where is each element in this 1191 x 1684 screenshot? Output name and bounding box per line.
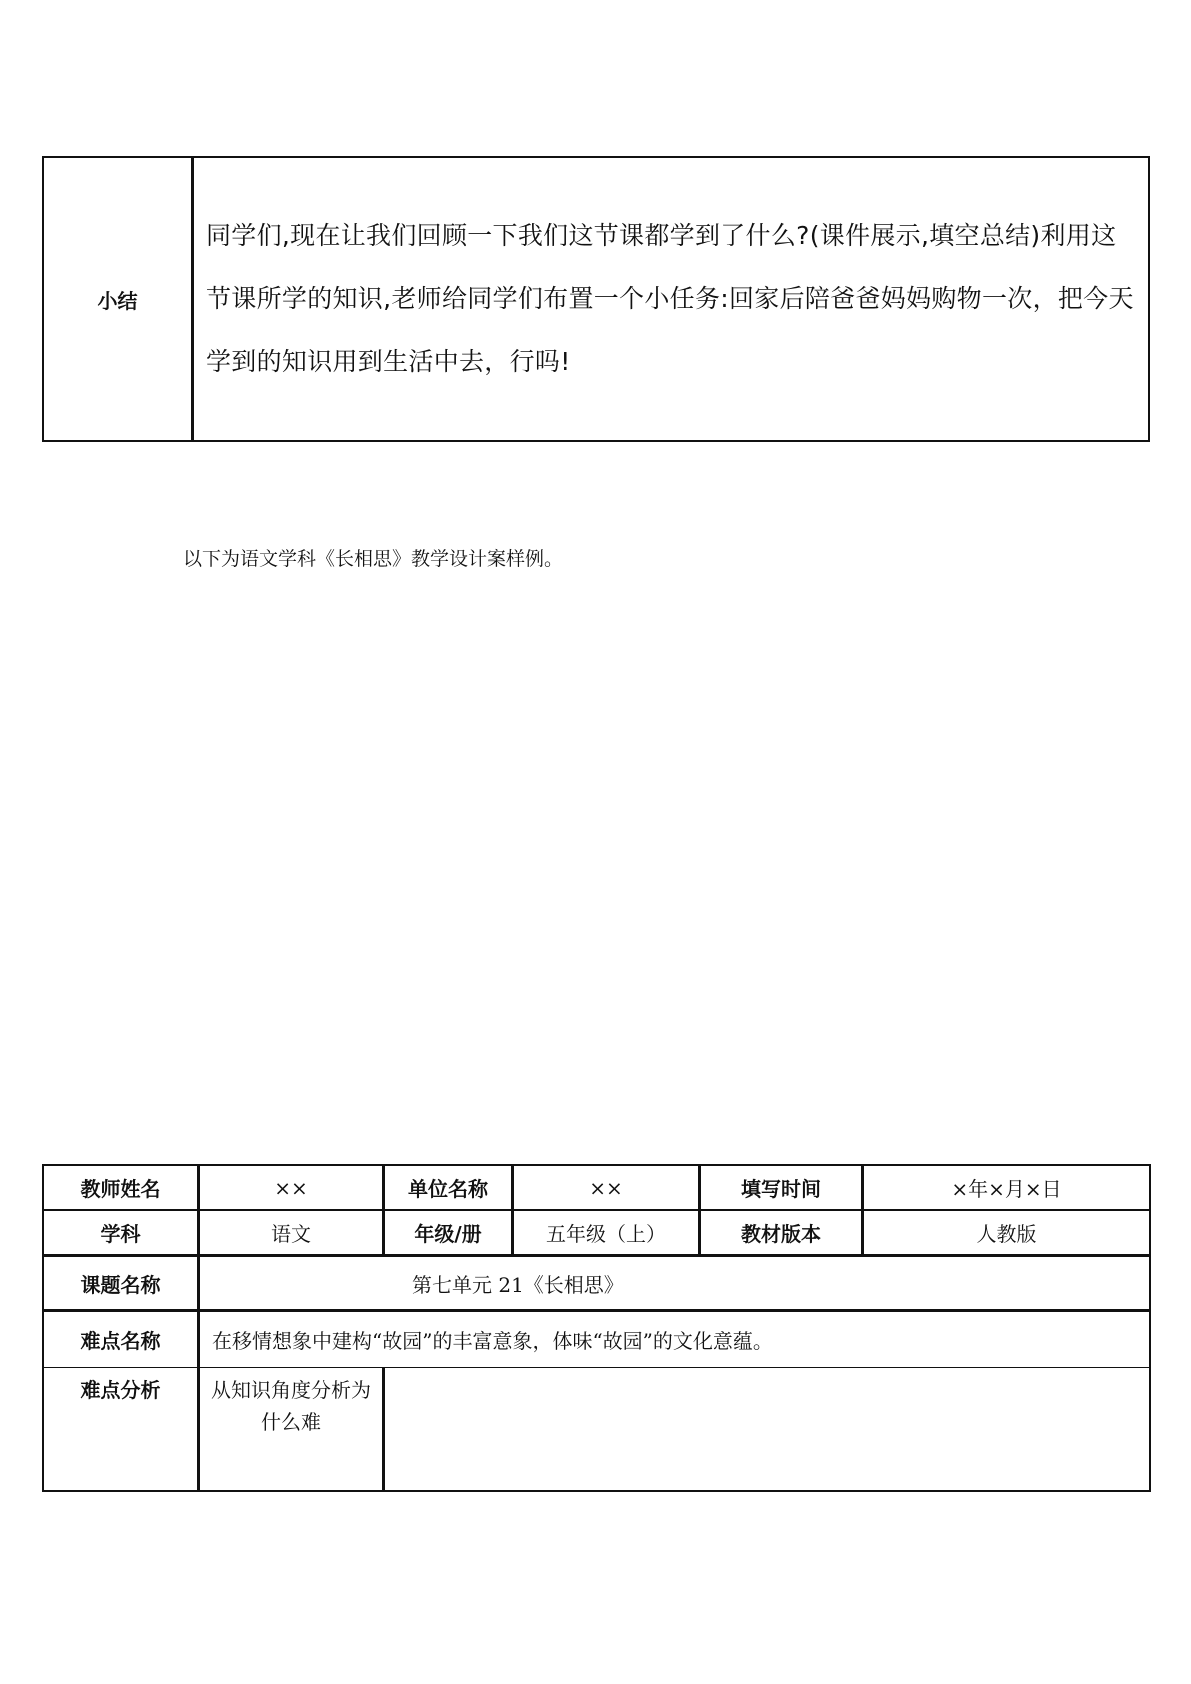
topic-value-cell <box>200 1257 1149 1309</box>
unit-name-label-cell <box>385 1166 514 1209</box>
edition-label-cell <box>701 1211 864 1254</box>
teacher-name-label-cell <box>44 1166 200 1209</box>
teacher-name-value-cell <box>200 1166 385 1209</box>
edition-value: 人教版 <box>976 1222 1037 1246</box>
unit-name-label: 单位名称 <box>408 1177 488 1201</box>
analysis-sub-cell <box>200 1368 385 1490</box>
grade-label-cell <box>385 1211 514 1254</box>
lesson-design-table <box>42 1164 1151 1492</box>
fill-date-label-cell <box>701 1166 864 1209</box>
grade-value: 五年级（上） <box>546 1222 666 1246</box>
table-row <box>44 1166 1149 1211</box>
intro-text: 以下为语文学科《长相思》教学设计案样例。 <box>183 548 564 570</box>
analysis-value-cell <box>385 1368 1149 1490</box>
fill-date-value-cell <box>864 1166 1149 1209</box>
fill-date-label: 填写时间 <box>741 1177 821 1201</box>
unit-name-value-cell <box>514 1166 701 1209</box>
difficulty-value-cell <box>200 1312 1149 1367</box>
difficulty-value: 在移情想象中建构“故园”的丰富意象，体味“故园”的文化意蕴。 <box>212 1329 773 1353</box>
grade-value-cell <box>514 1211 701 1254</box>
summary-content-cell <box>194 158 1148 440</box>
topic-value: 第七单元 21《长相思》 <box>412 1272 624 1297</box>
grade-label: 年级/册 <box>414 1222 482 1246</box>
teacher-name-value: ×× <box>274 1175 308 1200</box>
topic-label-cell <box>44 1257 200 1309</box>
subject-value: 语文 <box>271 1222 311 1246</box>
analysis-sub-label: 从知识角度分析为什么难 <box>211 1378 371 1434</box>
teacher-name-label: 教师姓名 <box>80 1177 161 1201</box>
summary-text: 同学们,现在让我们回顾一下我们这节课都学到了什么?(课件展示,填空总结)利用这节课所学的知识,老师给同学们布置一个小任务:回家后陪爸爸妈妈购物一次，把今天学到的知识用到生活中去，行吗! <box>206 221 1134 376</box>
table-row <box>44 1211 1149 1257</box>
topic-label: 课题名称 <box>80 1272 161 1297</box>
edition-label: 教材版本 <box>741 1222 821 1246</box>
subject-label-cell <box>44 1211 200 1254</box>
analysis-label-cell <box>44 1368 200 1490</box>
unit-name-value: ×× <box>589 1175 623 1200</box>
table-row <box>44 1257 1149 1312</box>
fill-date-value: ×年×月×日 <box>951 1177 1062 1201</box>
subject-label: 学科 <box>100 1222 141 1246</box>
summary-table <box>42 156 1150 442</box>
difficulty-label: 难点名称 <box>80 1329 161 1353</box>
summary-label: 小结 <box>97 288 138 313</box>
analysis-label: 难点分析 <box>80 1378 161 1402</box>
table-row <box>44 1368 1149 1490</box>
edition-value-cell <box>864 1211 1149 1254</box>
summary-label-cell <box>44 158 194 440</box>
subject-value-cell <box>200 1211 385 1254</box>
table-row <box>44 1312 1149 1368</box>
difficulty-label-cell <box>44 1312 200 1367</box>
